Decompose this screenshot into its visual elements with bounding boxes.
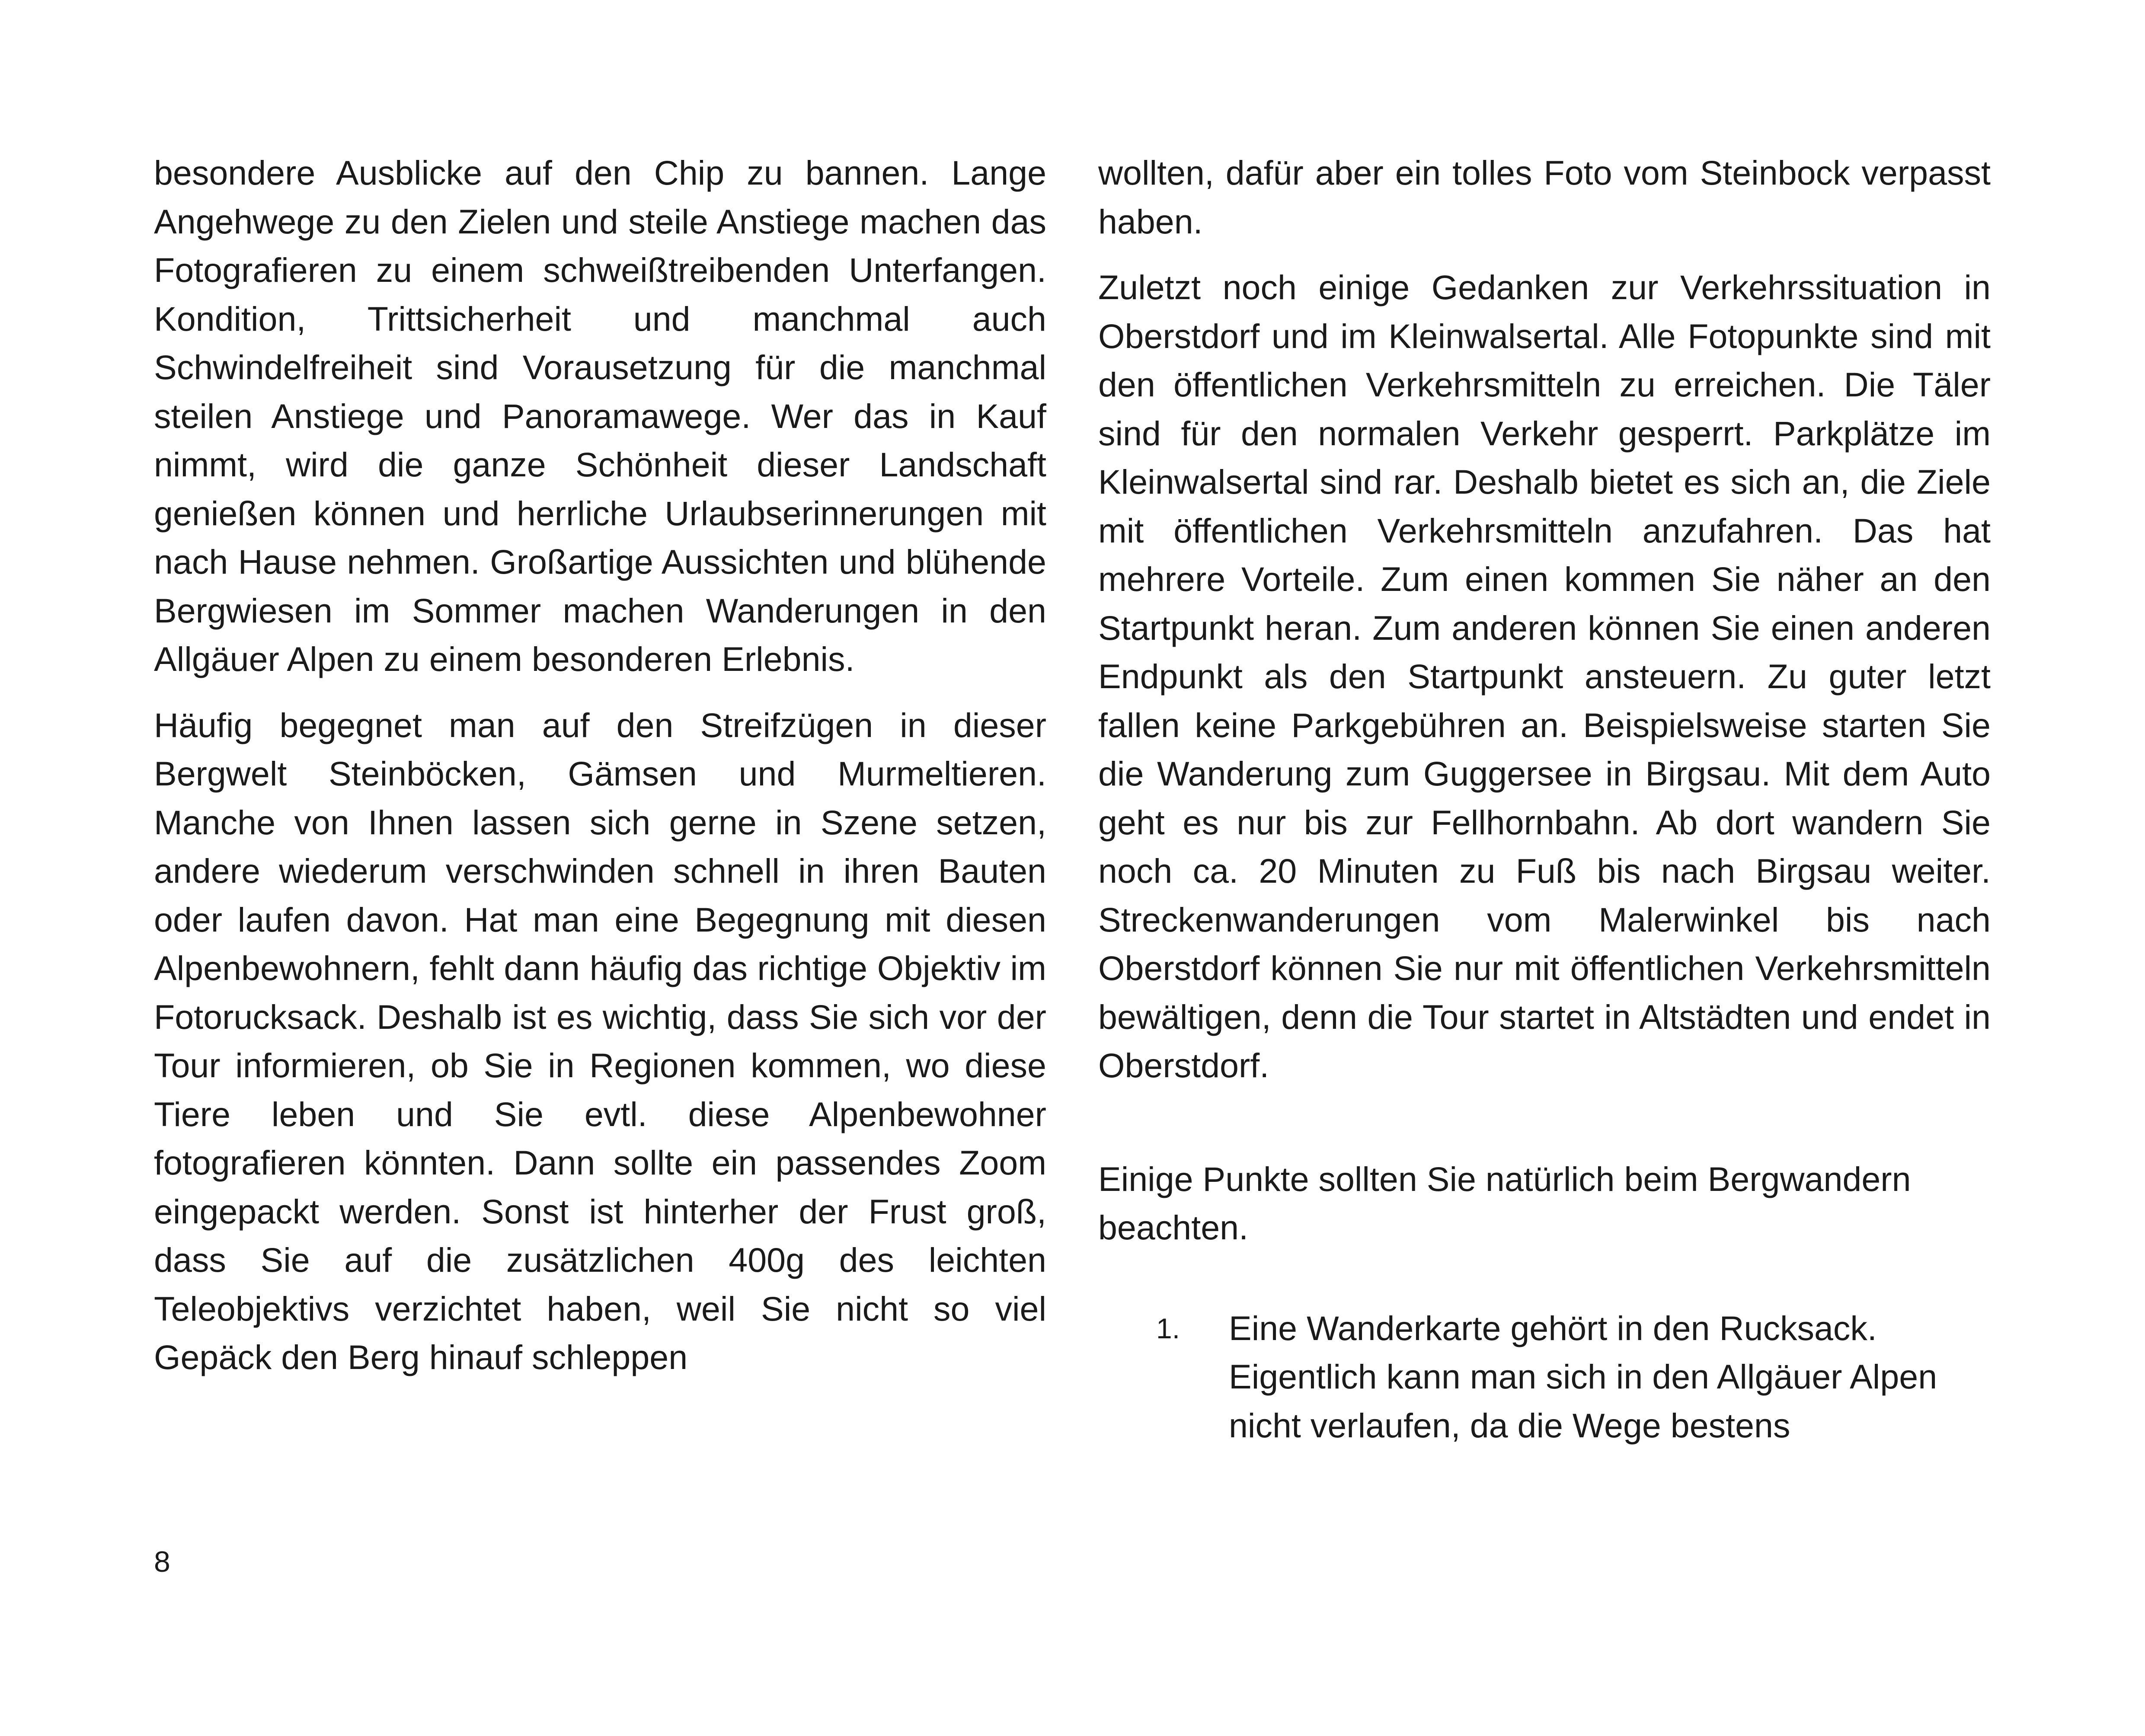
body-paragraph: Einige Punkte sollten Sie natürlich beim Bergwandern beachten. xyxy=(1098,1159,1911,1247)
body-paragraph: wollten, dafür aber ein tolles Foto vom Steinbock verpasst haben. xyxy=(1098,153,1991,241)
left-column xyxy=(154,149,1046,1399)
page-number: 8 xyxy=(154,1545,170,1578)
numbered-list xyxy=(1098,1304,1991,1450)
paragraph-spacer xyxy=(1098,1270,1991,1304)
list-item-number: 1. xyxy=(1156,1312,1180,1344)
list-item-text: Eine Wanderkarte gehört in den Rucksack. Eigentlich kann man sich in den Allgäuer Alpen nicht verlaufen, da die Wege bestens xyxy=(1229,1308,1937,1445)
list-item xyxy=(1098,1304,1991,1450)
body-paragraph: besondere Ausblicke auf den Chip zu bannen. Lange Angehwege zu den Zielen und steile Anstiege machen das Fotografieren zu einem schweißtreibenden Unterfangen. Kondition, Trittsicherheit und manchmal auch Schwindelfreiheit sind Vorausetzung für die manchmal steilen Anstiege und Panoramawege. Wer das in Kauf nimmt, wird die ganze Schönheit dieser Landschaft genießen können und herrliche Urlaubserinnerungen mit nach Hause nehmen. Großartige Aussichten und blühende Bergwiesen im Sommer machen Wanderungen in den Allgäuer Alpen zu einem besonderen Erlebnis. xyxy=(154,153,1046,678)
paragraph-spacer xyxy=(1098,1107,1991,1155)
right-column xyxy=(1098,149,1991,1450)
body-paragraph: Zuletzt noch einige Gedanken zur Verkehrssituation in Oberstdorf und im Kleinwalsertal. Alle Fotopunkte sind mit den öffentlichen Verkehrsmitteln zu erreichen. Die Täler sind für den normalen Verkehr gesperrt. Parkplätze im Kleinwalsertal sind rar. Deshalb bietet es sich an, die Ziele mit öffentlichen Verkehrsmitteln anzufahren. Das hat mehrere Vorteile. Zum einen kommen Sie näher an den Startpunkt heran. Zum anderen können Sie einen anderen Endpunkt als den Startpunkt ansteuern. Zu guter letzt fallen keine Parkgebühren an. Beispielsweise starten Sie die Wanderung zum Guggersee in Birgsau. Mit dem Auto geht es nur bis zur Fellhornbahn. Ab dort wandern Sie noch ca. 20 Minuten zu Fuß bis nach Birgsau weiter. Streckenwanderungen vom Malerwinkel bis nach Oberstdorf können Sie nur mit öffentlichen Verkehrsmitteln bewältigen, denn die Tour startet in Altstädten und endet in Oberstdorf. xyxy=(1098,268,1991,1085)
body-paragraph: Häufig begegnet man auf den Streifzügen in dieser Bergwelt Steinböcken, Gämsen und Murmeltieren. Manche von Ihnen lassen sich gerne in Szene setzen, andere wiederum verschwinden schnell in ihren Bauten oder laufen davon. Hat man eine Begegnung mit diesen Alpenbewohnern, fehlt dann häufig das richtige Objektiv im Fotorucksack. Deshalb ist es wichtig, dass Sie sich vor der Tour informieren, ob Sie in Regionen kommen, wo diese Tiere leben und Sie evtl. diese Alpenbewohner fotografieren könnten. Dann sollte ein passendes Zoom eingepackt werden. Sonst ist hinterher der Frust groß, dass Sie auf die zusätzlichen 400g des leichten Teleobjektivs verzichtet haben, weil Sie nicht so viel Gepäck den Berg hinauf schleppen xyxy=(154,705,1046,1376)
